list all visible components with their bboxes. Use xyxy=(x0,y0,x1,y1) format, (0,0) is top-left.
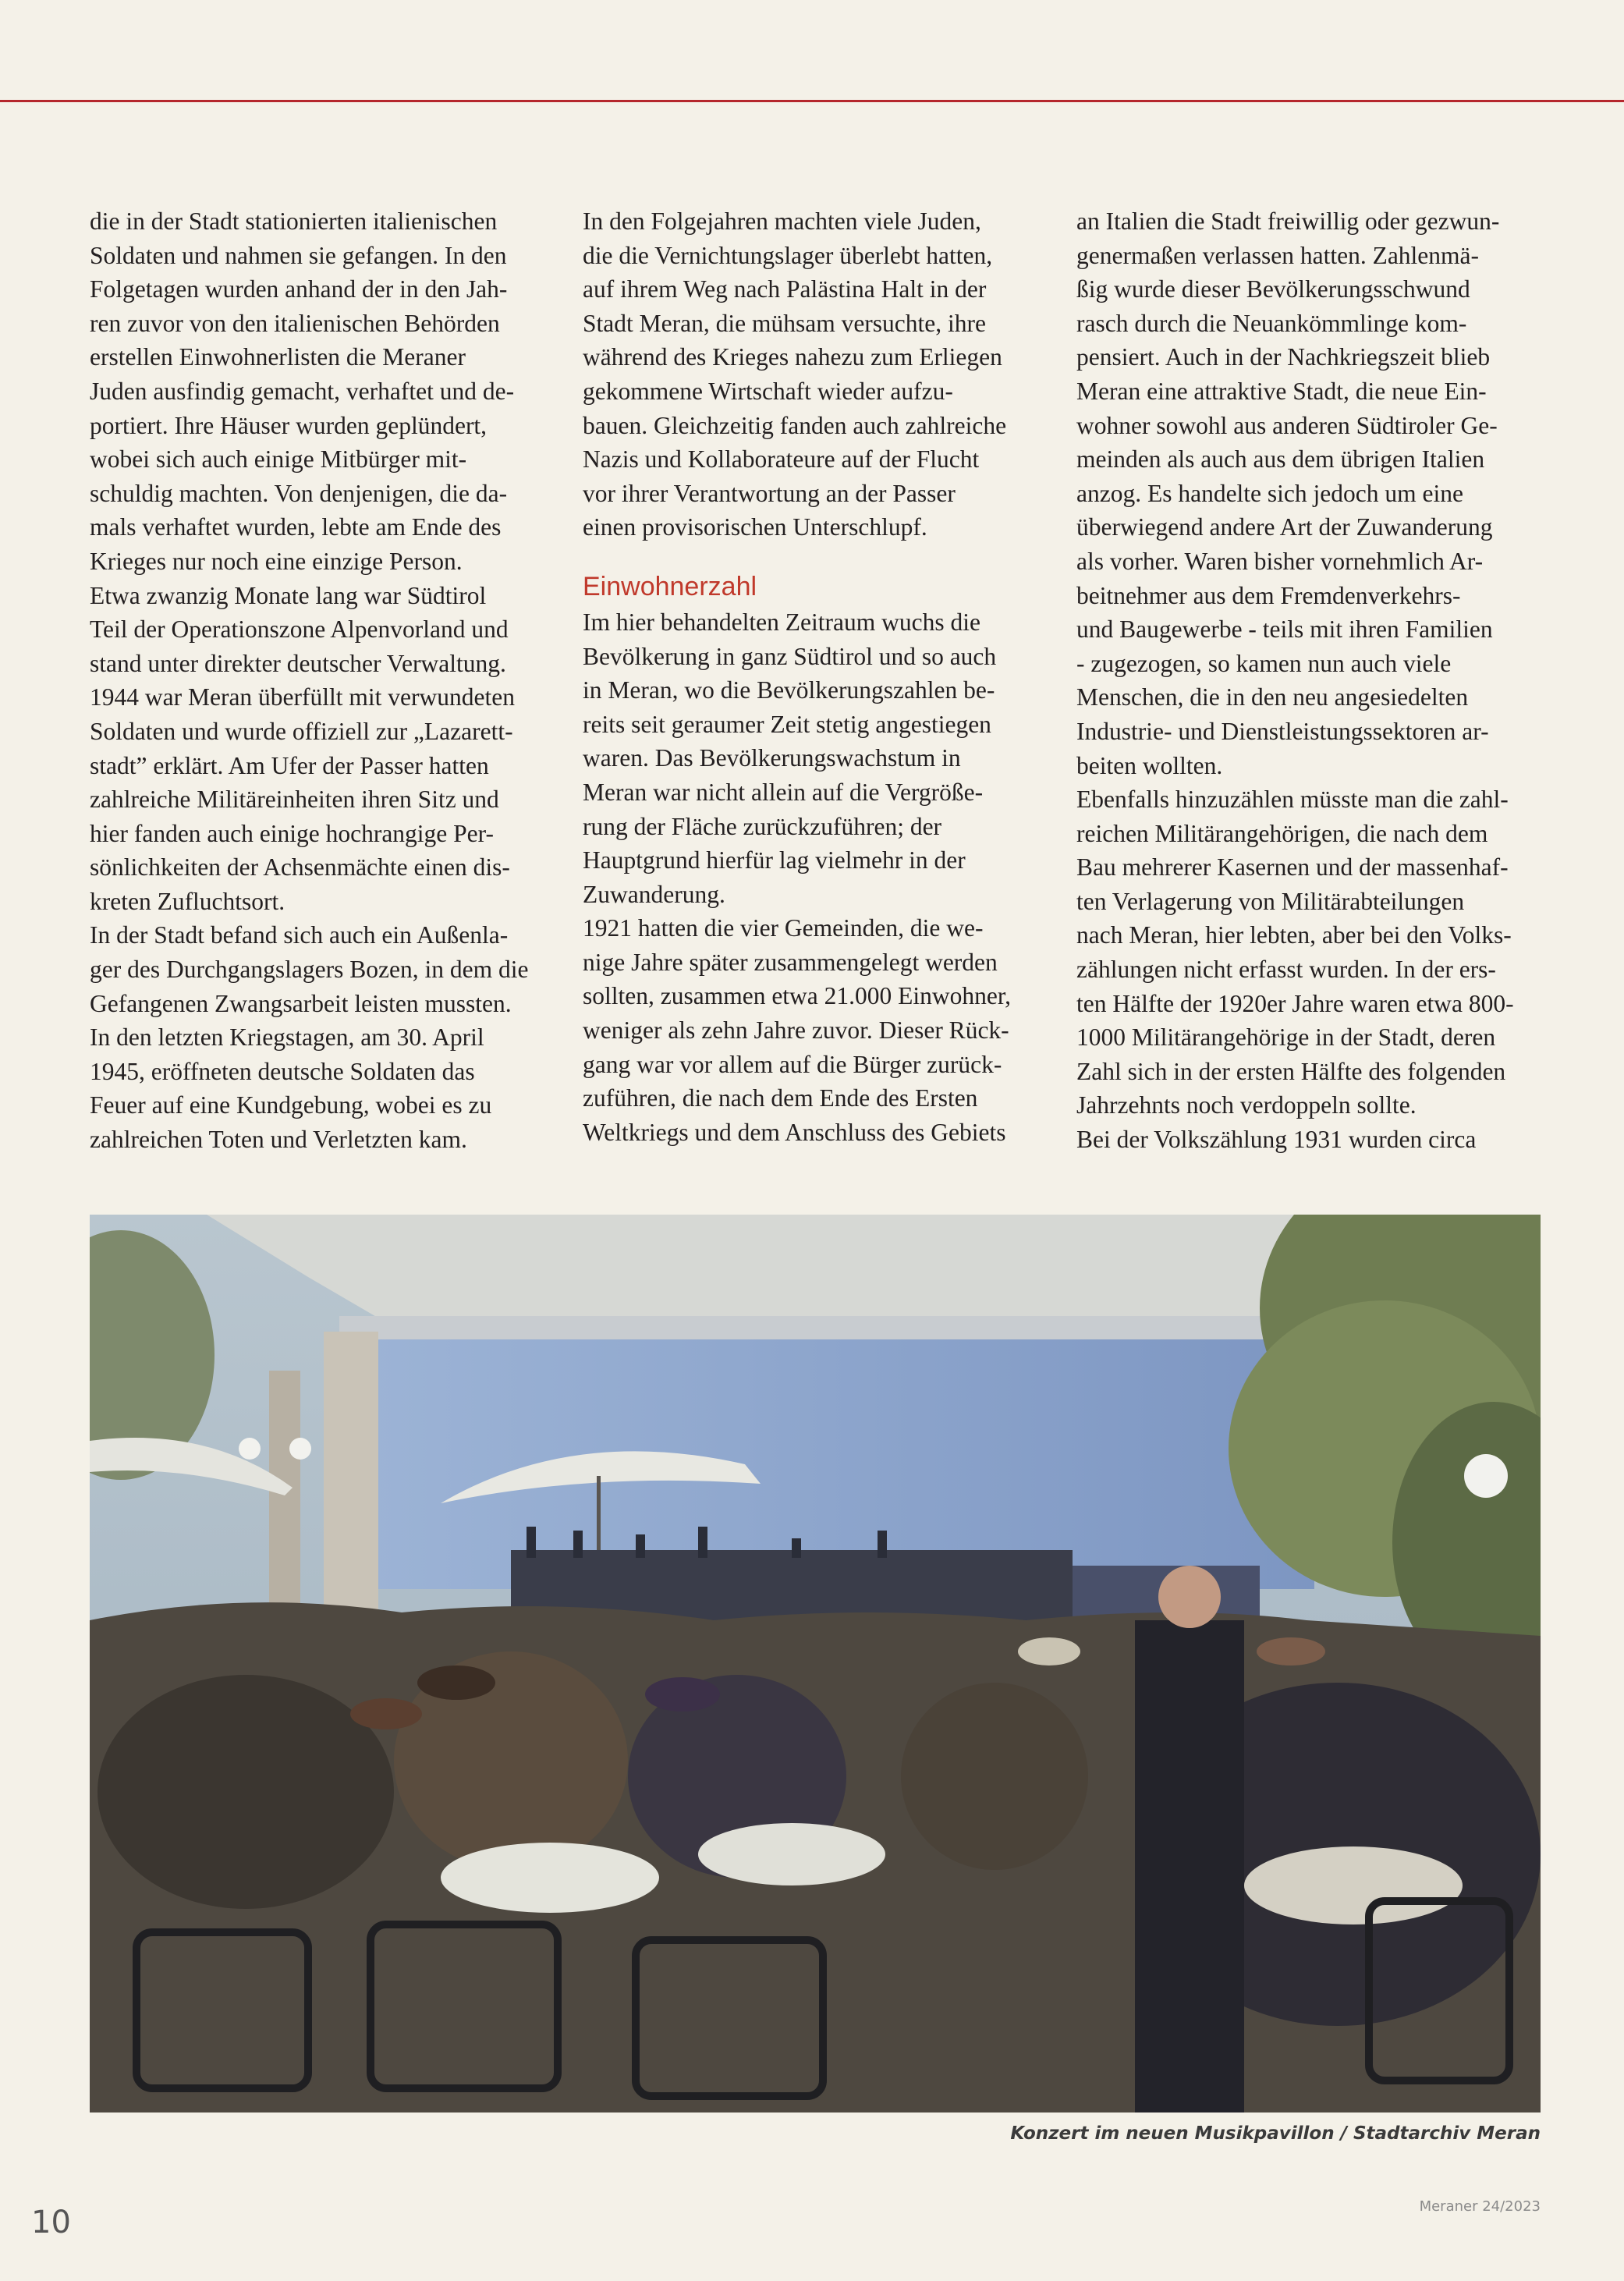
text-line: beitnehmer aus dem Fremdenverkehrs- xyxy=(1076,581,1461,609)
text-line: stand unter direkter deutscher Verwaltung. xyxy=(90,649,506,677)
text-line: In der Stadt befand sich auch ein Außenla- xyxy=(90,921,509,949)
text-line: Industrie- und Dienstleistungssektoren ar- xyxy=(1076,717,1489,745)
text-line: - zugezogen, so kamen nun auch viele xyxy=(1076,649,1452,677)
text-line: In den letzten Kriegstagen, am 30. April xyxy=(90,1023,484,1052)
text-line: nige Jahre später zusammengelegt werden xyxy=(583,948,998,976)
text-line: reits seit geraumer Zeit stetig angestiegen xyxy=(583,710,991,738)
text-line: zahlreichen Toten und Verletzten kam. xyxy=(90,1126,467,1154)
section-heading: Einwohnerzahl xyxy=(583,571,757,601)
text-line: anzog. Es handelte sich jedoch um eine xyxy=(1076,479,1463,507)
text-line: Menschen, die in den neu angesiedelten xyxy=(1076,683,1469,711)
text-line: ten Hälfte der 1920er Jahre waren etwa 800- xyxy=(1076,989,1514,1017)
text-line: Folgetagen wurden anhand der in den Jah- xyxy=(90,275,508,303)
text-line: zählungen nicht erfasst wurden. In der ers- xyxy=(1076,956,1496,984)
text-column-1 xyxy=(90,204,558,1157)
text-line: die die Vernichtungslager überlebt hatten, xyxy=(583,241,993,269)
text-line: sönlichkeiten der Achsenmächte einen dis- xyxy=(90,853,510,882)
text-line: wobei sich auch einige Mitbürger mit- xyxy=(90,445,467,474)
text-line: auf ihrem Weg nach Palästina Halt in der xyxy=(583,275,987,303)
top-rule xyxy=(0,100,1624,102)
text-line: ren zuvor von den italienischen Behörden xyxy=(90,309,500,337)
text-line: hier fanden auch einige hochrangige Per- xyxy=(90,819,495,847)
text-line: rasch durch die Neuankömmlinge kom- xyxy=(1076,309,1467,337)
text-column-3 xyxy=(1076,204,1544,1157)
text-line: Gefangenen Zwangsarbeit leisten mussten. xyxy=(90,989,512,1017)
page-number: 10 xyxy=(31,2205,71,2240)
text-line: rung der Fläche zurückzuführen; der xyxy=(583,812,942,840)
text-line: Soldaten und nahmen sie gefangen. In den xyxy=(90,241,507,269)
text-line: stadt” erklärt. Am Ufer der Passer hatten xyxy=(90,751,489,779)
text-line: beiten wollten. xyxy=(1076,751,1223,779)
text-line: gang war vor allem auf die Bürger zurück- xyxy=(583,1050,1002,1078)
text-line: 1945, eröffneten deutsche Soldaten das xyxy=(90,1057,475,1085)
text-line: ger des Durchgangslagers Bozen, in dem die xyxy=(90,956,529,984)
text-line: genermaßen verlassen hatten. Zahlenmä- xyxy=(1076,241,1480,269)
text-line: Teil der Operationszone Alpenvorland und xyxy=(90,615,509,644)
text-line: nach Meran, hier lebten, aber bei den Volks- xyxy=(1076,921,1512,949)
text-line: vor ihrer Verantwortung an der Passer xyxy=(583,479,956,507)
text-line: weniger als zehn Jahre zuvor. Dieser Rück- xyxy=(583,1016,1009,1045)
text-column-2 xyxy=(583,204,1051,1149)
text-line: Nazis und Kollaborateure auf der Flucht xyxy=(583,445,980,474)
concert-photo xyxy=(90,1215,1541,2112)
text-line: Jahrzehnts noch verdoppeln sollte. xyxy=(1076,1091,1417,1119)
text-line: Krieges nur noch eine einzige Person. xyxy=(90,547,463,575)
text-line: ßig wurde dieser Bevölkerungsschwund xyxy=(1076,275,1470,303)
issue-label: Meraner 24/2023 xyxy=(1419,2198,1541,2215)
text-line: die in der Stadt stationierten italienischen xyxy=(90,208,498,235)
text-line: einen provisorischen Unterschlupf. xyxy=(583,513,927,541)
text-line: ten Verlagerung von Militärabteilungen xyxy=(1076,887,1465,915)
text-line: Meran war nicht allein auf die Vergröße- xyxy=(583,778,984,806)
text-line: sollten, zusammen etwa 21.000 Einwohner, xyxy=(583,982,1011,1010)
text-line: gekommene Wirtschaft wieder aufzu- xyxy=(583,377,953,405)
text-line: und Baugewerbe - teils mit ihren Familien xyxy=(1076,615,1493,644)
text-line: erstellen Einwohnerlisten die Meraner xyxy=(90,343,466,371)
text-line: zahlreiche Militäreinheiten ihren Sitz und xyxy=(90,786,499,814)
photo-caption: Konzert im neuen Musikpavillon / Stadtarchiv Meran xyxy=(1010,2123,1541,2144)
text-line: Stadt Meran, die mühsam versuchte, ihre xyxy=(583,309,986,337)
text-line: Hauptgrund hierfür lag vielmehr in der xyxy=(583,846,966,874)
text-line: 1921 hatten die vier Gemeinden, die we- xyxy=(583,914,984,942)
text-line: bauen. Gleichzeitig fanden auch zahlreiche xyxy=(583,411,1007,439)
text-line: Bevölkerung in ganz Südtirol und so auch xyxy=(583,642,997,670)
text-line: 1000 Militärangehörige in der Stadt, deren xyxy=(1076,1023,1496,1052)
text-line: schuldig machten. Von denjenigen, die da- xyxy=(90,479,508,507)
text-line: zuführen, die nach dem Ende des Ersten xyxy=(583,1084,978,1112)
text-line: als vorher. Waren bisher vornehmlich Ar- xyxy=(1076,547,1484,575)
text-line: wohner sowohl aus anderen Südtiroler Ge- xyxy=(1076,411,1498,439)
text-line: Bei der Volkszählung 1931 wurden circa xyxy=(1076,1126,1477,1154)
text-line: in Meran, wo die Bevölkerungszahlen be- xyxy=(583,676,995,704)
text-line: pensiert. Auch in der Nachkriegszeit blieb xyxy=(1076,343,1491,371)
text-line: meinden als auch aus dem übrigen Italien xyxy=(1076,445,1485,474)
text-line: Weltkriegs und dem Anschluss des Gebiets xyxy=(583,1118,1006,1146)
text-line: 1944 war Meran überfüllt mit verwundeten xyxy=(90,683,515,711)
text-line: reichen Militärangehörigen, die nach dem xyxy=(1076,819,1488,847)
text-line: portiert. Ihre Häuser wurden geplündert, xyxy=(90,411,488,439)
text-line: Zahl sich in der ersten Hälfte des folgenden xyxy=(1076,1057,1506,1085)
text-line: Soldaten und wurde offiziell zur „Lazarett- xyxy=(90,717,513,745)
text-line: Im hier behandelten Zeitraum wuchs die xyxy=(583,608,980,636)
text-line: Juden ausfindig gemacht, verhaftet und de- xyxy=(90,377,515,405)
text-line: kreten Zufluchtsort. xyxy=(90,887,285,915)
text-line: Meran eine attraktive Stadt, die neue Ein- xyxy=(1076,377,1487,405)
text-line: waren. Das Bevölkerungswachstum in xyxy=(583,744,961,772)
text-line: Feuer auf eine Kundgebung, wobei es zu xyxy=(90,1091,492,1119)
text-line: an Italien die Stadt freiwillig oder gezwun- xyxy=(1076,208,1500,235)
text-line: mals verhaftet wurden, lebte am Ende des xyxy=(90,513,502,541)
text-line: In den Folgejahren machten viele Juden, xyxy=(583,208,981,235)
text-line: Ebenfalls hinzuzählen müsste man die zahl- xyxy=(1076,786,1509,814)
text-line: während des Krieges nahezu zum Erliegen xyxy=(583,343,1002,371)
text-line: überwiegend andere Art der Zuwanderung xyxy=(1076,513,1493,541)
text-line: Etwa zwanzig Monate lang war Südtirol xyxy=(90,581,487,609)
text-line: Bau mehrerer Kasernen und der massenhaf- xyxy=(1076,853,1509,882)
text-line: Zuwanderung. xyxy=(583,880,725,908)
